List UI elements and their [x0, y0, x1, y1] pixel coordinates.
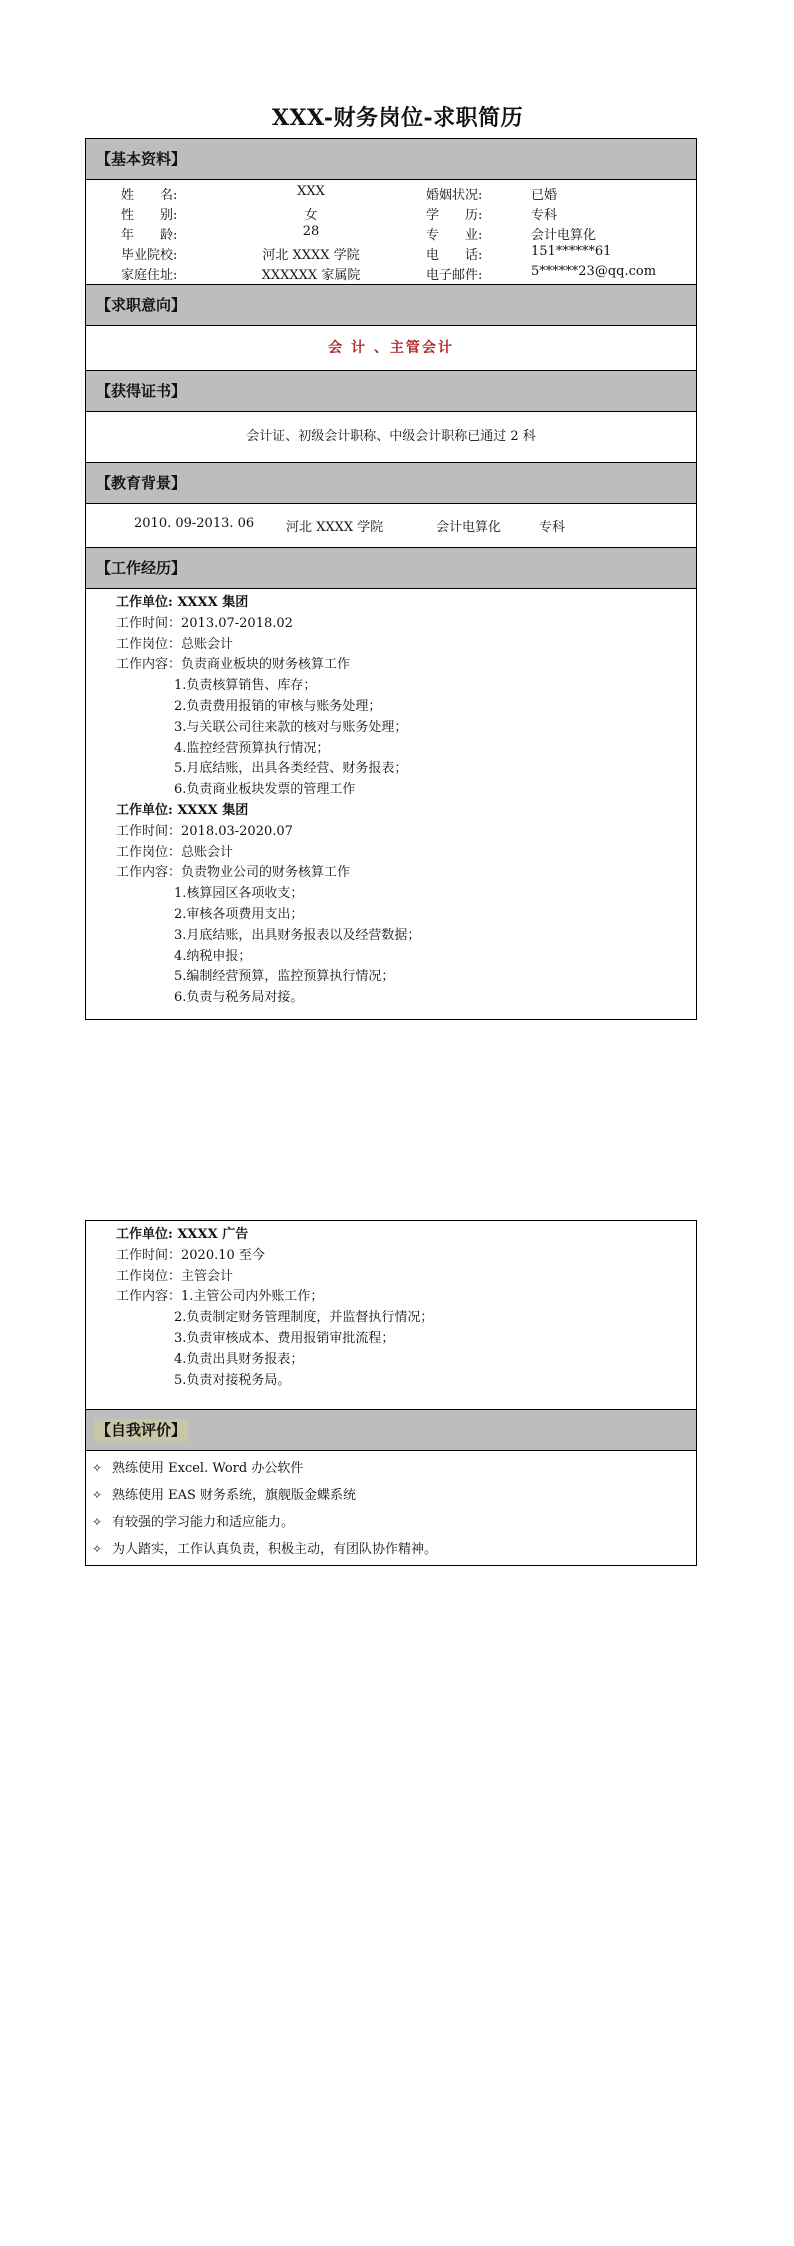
work-detail-line: 5.负责对接税务局。 — [174, 1372, 291, 1388]
work-detail-line: 6.负责与税务局对接。 — [174, 990, 304, 1006]
work-detail-line: 工作时间：2013.07-2018.02 — [116, 615, 293, 631]
work-detail-line: 1.负责核算销售、库存； — [174, 678, 317, 694]
work-detail-line: 工作内容：负责商业板块的财务核算工作 — [116, 657, 351, 673]
basic-info-row — [86, 204, 696, 224]
info-label: 学 历: — [426, 208, 483, 223]
diamond-bullet-icon: ✧ — [92, 1488, 103, 1502]
work-detail-line: 工作内容：1.主管公司内外账工作； — [116, 1289, 324, 1305]
self-eval-text: 有较强的学习能力和适应能力。 — [112, 1515, 295, 1530]
info-value: XXX — [297, 184, 325, 199]
self-evaluation — [86, 1451, 696, 1561]
info-label: 专 业: — [426, 228, 483, 243]
self-eval-text: 熟练使用 Excel. Word 办公软件 — [112, 1461, 304, 1476]
work-detail-line: 工作岗位：总账会计 — [116, 636, 234, 652]
info-label: 婚姻状况: — [426, 188, 483, 203]
work-detail-line: 工作岗位：总账会计 — [116, 844, 234, 860]
work-detail-line: 3.负责审核成本、费用报销审批流程； — [174, 1331, 395, 1346]
basic-info-row — [86, 184, 696, 204]
work-detail-line: 工作时间：2020.10 至今 — [116, 1247, 265, 1263]
work-experience-list-continued — [86, 1221, 696, 1409]
work-experience-list — [86, 589, 696, 1007]
work-detail-line: 6.负责商业板块发票的管理工作 — [174, 782, 356, 798]
employer-line: 工作单位: XXXX 集团 — [116, 595, 249, 610]
diamond-bullet-icon: ✧ — [92, 1542, 103, 1556]
work-detail-line: 4.负责出具财务报表； — [174, 1351, 304, 1367]
self-eval-item — [92, 1538, 437, 1557]
info-label: 家庭住址: — [121, 268, 178, 283]
section-label-work: 【工作经历】 — [96, 559, 187, 577]
info-label: 电子邮件: — [426, 268, 483, 283]
info-value: 已婚 — [531, 188, 558, 203]
self-eval-text: 熟练使用 EAS 财务系统，旗舰版金蝶系统 — [112, 1488, 357, 1503]
self-eval-text: 为人踏实，工作认真负责，积极主动，有团队协作精神。 — [112, 1542, 438, 1557]
section-label-intent: 【求职意向】 — [96, 296, 187, 314]
resume-page-1 — [85, 138, 697, 1020]
employer-line: 工作单位: XXXX 集团 — [116, 803, 249, 818]
info-value: 会计电算化 — [531, 228, 597, 243]
section-header-self — [86, 1409, 696, 1451]
resume-page-2 — [85, 1220, 697, 1566]
diamond-bullet-icon: ✧ — [92, 1461, 103, 1475]
info-value: 河北 XXXX 学院 — [262, 248, 360, 263]
edu-major: 会计电算化 — [436, 520, 502, 535]
section-header-work — [86, 547, 696, 589]
work-detail-line: 2.负责制定财务管理制度，并监督执行情况； — [174, 1310, 434, 1326]
edu-school: 河北 XXXX 学院 — [286, 520, 384, 535]
section-label-basic: 【基本资料】 — [96, 150, 187, 168]
self-eval-item — [92, 1457, 303, 1476]
employer-line: 工作单位: XXXX 广告 — [116, 1227, 249, 1242]
basic-info-row — [86, 244, 696, 264]
certificates: 会计证、初级会计职称、中级会计职称已通过 2 科 — [246, 429, 536, 444]
basic-info — [86, 180, 696, 284]
info-label: 年 龄: — [121, 228, 178, 243]
section-label-edu: 【教育背景】 — [96, 474, 187, 492]
info-value: 151******61 — [531, 244, 612, 259]
work-detail-line: 3.月底结账，出具财务报表以及经营数据； — [174, 927, 421, 943]
work-detail-line: 4.监控经营预算执行情况； — [174, 740, 330, 756]
info-value: 专科 — [531, 208, 558, 223]
section-header-intent — [86, 284, 696, 326]
info-value: XXXXXX 家属院 — [261, 268, 361, 283]
work-detail-line: 工作时间：2018.03-2020.07 — [116, 823, 293, 839]
page-title: XXX-财务岗位-求职简历 — [271, 105, 524, 131]
diamond-bullet-icon: ✧ — [92, 1515, 103, 1529]
info-label: 姓 名: — [121, 188, 178, 203]
work-detail-line: 2.负责费用报销的审核与账务处理； — [174, 699, 382, 714]
section-header-edu — [86, 462, 696, 504]
info-value: 女 — [304, 208, 318, 223]
section-header-cert — [86, 370, 696, 412]
basic-info-row — [86, 264, 696, 284]
self-eval-item — [92, 1511, 294, 1530]
edu-degree: 专科 — [539, 520, 566, 535]
work-detail-line: 3.与关联公司往来款的核对与账务处理； — [174, 719, 408, 735]
edu-period: 2010. 09-2013. 06 — [134, 516, 255, 531]
info-label: 性 别: — [121, 208, 178, 223]
education-row — [86, 504, 696, 547]
section-label-self: 【自我评价】 — [96, 1421, 187, 1439]
work-detail-line: 1.核算园区各项收支； — [174, 886, 304, 902]
section-header-basic — [86, 139, 696, 180]
section-label-cert: 【获得证书】 — [96, 382, 187, 400]
work-detail-line: 5.月底结账，出具各类经营、财务报表； — [174, 761, 408, 777]
basic-info-row — [86, 224, 696, 244]
info-value: 28 — [302, 224, 320, 239]
info-value: 5******23@qq.com — [531, 264, 657, 279]
work-detail-line: 工作岗位：主管会计 — [116, 1268, 234, 1284]
work-detail-line: 5.编制经营预算，监控预算执行情况； — [174, 969, 395, 985]
info-label: 电 话: — [426, 248, 483, 263]
work-detail-line: 4.纳税申报； — [174, 948, 252, 964]
job-intent: 会 计 、主管会计 — [328, 340, 454, 356]
work-detail-line: 2.审核各项费用支出； — [174, 907, 304, 922]
work-detail-line: 工作内容：负责物业公司的财务核算工作 — [116, 865, 351, 881]
self-eval-item — [92, 1484, 356, 1503]
info-label: 毕业院校: — [121, 248, 178, 263]
